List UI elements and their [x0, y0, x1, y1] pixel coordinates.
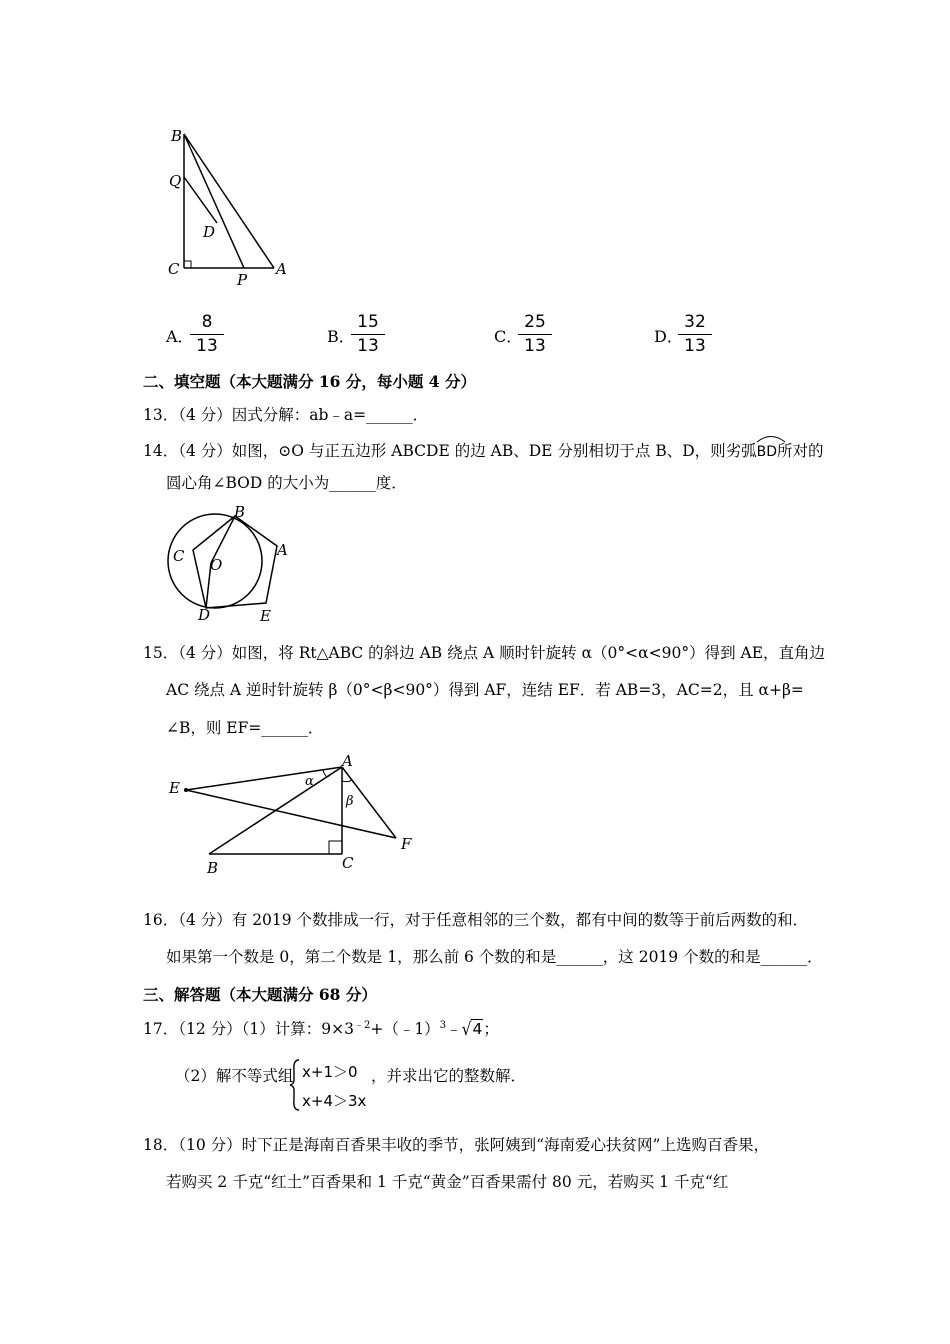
sqrt-argument: 4	[472, 1020, 483, 1039]
section-2-title: 二、填空题（本大题满分 16 分，每小题 4 分）	[143, 372, 476, 391]
inequality-2: x+4＞3x	[302, 1092, 367, 1110]
sqrt-symbol: √	[461, 1018, 472, 1040]
inequality-1: x+1＞0	[302, 1063, 358, 1081]
figure-q15	[160, 750, 430, 880]
label-P: P	[237, 271, 248, 289]
label-F: F	[401, 835, 412, 853]
label-D: D	[198, 606, 211, 624]
right-angle-mark	[329, 841, 342, 854]
label-alpha: α	[305, 774, 314, 789]
segment-BA	[184, 134, 274, 268]
segment-AE	[186, 767, 342, 790]
figure-q12	[160, 120, 300, 290]
label-O: O	[210, 556, 223, 574]
label-E: E	[169, 779, 180, 797]
label-Q: Q	[169, 172, 182, 190]
pentagon-abcde	[193, 516, 277, 608]
label-B: B	[171, 127, 183, 145]
question-14-line-2: 圆心角∠BOD 的大小为______度．	[166, 474, 407, 492]
question-13: 13．（4 分）因式分解：ab﹣a=______．	[143, 406, 429, 424]
question-18-line-1: 18．（10 分）时下正是海南百香果丰收的季节，张阿姨到“海南爱心扶贫网”上选购百香果，	[143, 1136, 769, 1154]
question-17-line-1: 17．（12 分）（1）计算：$9\times 3^{﹣2}+(﹣1)^3﹣√4$；	[143, 1018, 499, 1040]
label-A: A	[342, 752, 353, 770]
question-14-line-1: 14．（4 分）如图，⊙O 与正五边形 ABCDE 的边 AB、DE 分别相切于点 B、D，则劣弧 BD所对的	[143, 437, 824, 462]
angle-arc-alpha	[323, 770, 330, 777]
question-18-line-2: 若购买 2 千克“红土”百香果和 1 千克“黄金”百香果需付 80 元，若购买 1 千克“红	[166, 1173, 729, 1191]
option-d-fraction: $\frac{32}{13}$	[678, 312, 712, 356]
label-C: C	[168, 260, 180, 278]
question-17-line-2-prefix: （2）解不等式组	[175, 1067, 294, 1085]
label-E: E	[260, 607, 271, 625]
label-B: B	[234, 503, 246, 521]
option-d-letter: D．	[654, 327, 683, 346]
section-3-title: 三、解答题（本大题满分 68 分）	[143, 985, 377, 1004]
figure-q14	[160, 500, 310, 630]
question-16-line-1: 16．（4 分）有 2019 个数排成一行，对于任意相邻的三个数，都有中间的数等于前后两数的和．	[143, 911, 809, 929]
question-16-line-2: 如果第一个数是 0，第二个数是 1，那么前 6 个数的和是______，这 2019 个数的和是______．	[166, 948, 823, 966]
segment-QD	[184, 177, 217, 223]
question-15-line-3: ∠B，则 EF=______．	[166, 719, 324, 737]
right-angle-mark	[184, 261, 191, 268]
label-A: A	[277, 541, 288, 559]
option-a-fraction: $\frac{8}{13}$	[190, 312, 224, 356]
brace-icon	[289, 1058, 301, 1112]
label-beta: β	[346, 794, 354, 809]
segment-AB	[209, 767, 342, 854]
label-C: C	[342, 854, 354, 872]
question-15-line-2: AC 绕点 A 逆时针旋转 β（0°<β<90°）得到 AF，连结 EF．若 AB=3，AC=2，且 α+β=	[166, 681, 804, 699]
label-D: D	[203, 223, 216, 241]
label-C: C	[173, 547, 185, 565]
question-17-line-2-suffix: ，并求出它的整数解．	[371, 1067, 527, 1085]
label-B: B	[207, 859, 219, 877]
question-15-line-1: 15．（4 分）如图，将 Rt△ABC 的斜边 AB 绕点 A 顺时针旋转 α（0°<α<90°）得到 AE，直角边	[143, 644, 826, 662]
label-A: A	[276, 260, 287, 278]
segment-BP	[184, 134, 244, 268]
option-c-fraction: $\frac{25}{13}$	[518, 312, 552, 356]
option-b-letter: B．	[327, 327, 355, 346]
option-c-letter: C．	[494, 327, 523, 346]
arc-bd: BD	[757, 437, 777, 462]
option-a-letter: A．	[166, 327, 194, 346]
option-b-fraction: $\frac{15}{13}$	[351, 312, 385, 356]
